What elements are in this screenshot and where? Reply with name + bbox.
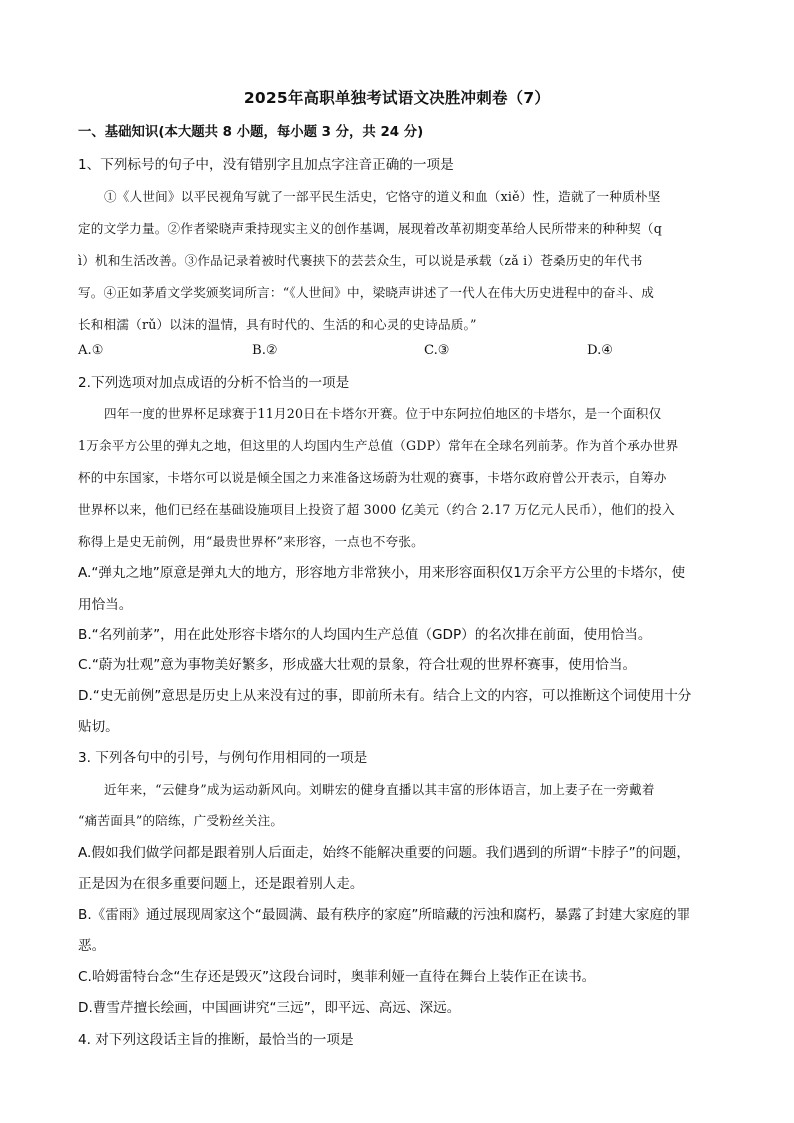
question-1-passage-line: ì）机和生活改善。③作品记录着被时代裹挟下的芸芸众生，可以说是承载（zǎ i）苍桑历史的年代书: [78, 253, 643, 268]
question-3-passage-line: 近年来，“云健身”成为运动新风向。刘畊宏的健身直播以其丰富的形体语言，加上妻子在一旁戴着: [104, 782, 655, 797]
question-1-option-b: B.②: [252, 343, 278, 358]
question-2-passage-line: 称得上是史无前例，用“最贵世界杯”来形容，一点也不夸张。: [78, 534, 424, 549]
question-2-passage-line: 四年一度的世界杯足球赛于11月20日在卡塔尔开赛。位于中东阿拉伯地区的卡塔尔，是一个面积仅: [104, 406, 662, 421]
question-1-passage-line: 写。④正如茅盾文学奖颁奖词所言：“《人世间》中，梁晓声讲述了一代人在伟大历史进程中的奋斗、成: [78, 285, 655, 300]
question-2-stem: 2.下列选项对加点成语的分析不恰当的一项是: [78, 375, 350, 391]
question-2-option-a: A.“弹丸之地”原意是弹丸大的地方，形容地方非常狭小，用来形容面积仅1万余平方公里的卡塔尔，使: [78, 565, 686, 581]
question-2-passage-line: 杯的中东国家，卡塔尔可以说是倾全国之力来准备这场蔚为壮观的赛事，卡塔尔政府曾公开表示，自筹办: [78, 470, 667, 485]
page-title: 2025年高职单独考试语文决胜冲刺卷（7）: [243, 89, 551, 107]
question-2-option-d: D.“史无前例”意思是历史上从来没有过的事，即前所未有。结合上文的内容，可以推断这个词使用十分: [78, 688, 692, 704]
question-3-option-a-cont: 正是因为在很多重要问题上，还是跟着别人走。: [78, 876, 364, 892]
question-2-passage-line: 1万余平方公里的弹丸之地，但这里的人均国内生产总值（GDP）常年在全球名列前茅。作为首个承办世界: [78, 438, 679, 453]
question-3-option-c: C.哈姆雷特台念“生存还是毁灭”这段台词时，奥菲利娅一直待在舞台上装作正在读书。: [78, 969, 596, 985]
question-3-option-b: B.《雷雨》通过展现周家这个“最圆满、最有秩序的家庭”所暗藏的污浊和腐朽，暴露了封建大家庭的罪: [78, 907, 691, 923]
question-3-stem: 3. 下列各句中的引号，与例句作用相同的一项是: [78, 750, 368, 766]
question-1-passage-line: 定的文学力量。②作者梁晓声秉持现实主义的创作基调，展现着改革初期变革给人民所带来的种种契（q: [78, 221, 662, 236]
question-3-option-b-cont: 恶。: [78, 938, 106, 954]
section-heading: 一、基础知识(本大题共 8 小题，每小题 3 分，共 24 分): [78, 125, 424, 140]
question-2-option-b: B.“名列前茅”，用在此处形容卡塔尔的人均国内生产总值（GDP）的名次排在前面，使用恰当。: [78, 627, 652, 643]
question-1-stem: 1、下列标号的句子中，没有错别字且加点字注音正确的一项是: [78, 157, 454, 173]
question-1-passage-line: 长和相濡（rǔ）以沫的温情，具有时代的、生活的和心灵的史诗品质。”: [78, 317, 477, 332]
question-2-option-a-cont: 用恰当。: [78, 597, 133, 613]
question-1-option-d: D.④: [587, 343, 614, 358]
question-3-option-a: A.假如我们做学问都是跟着别人后面走，始终不能解决重要的问题。我们遇到的所谓“卡脖子”的问题，: [78, 845, 690, 861]
question-3-option-d: D.曹雪芹擅长绘画，中国画讲究“三远”，即平远、高远、深远。: [78, 1000, 461, 1016]
question-4-stem: 4. 对下列这段话主旨的推断，最恰当的一项是: [78, 1032, 354, 1048]
question-1-passage-line: ①《人世间》以平民视角写就了一部平民生活史，它恪守的道义和血（xiě）性，造就了一种质朴坚: [104, 189, 661, 204]
question-2-option-c: C.“蔚为壮观”意为事物美好繁多，形成盛大壮观的景象，符合壮观的世界杯赛事，使用恰当。: [78, 657, 637, 673]
question-1-option-c: C.③: [424, 343, 450, 358]
question-1-option-a: A.①: [78, 343, 104, 358]
question-2-option-d-cont: 贴切。: [78, 719, 119, 735]
question-3-passage-line: “痛苦面具”的陪练，广受粉丝关注。: [78, 813, 284, 828]
question-2-passage-line: 世界杯以来，他们已经在基础设施项目上投资了超 3000 亿美元（约合 2.17 万亿元人民币），他们的投入: [78, 502, 675, 517]
